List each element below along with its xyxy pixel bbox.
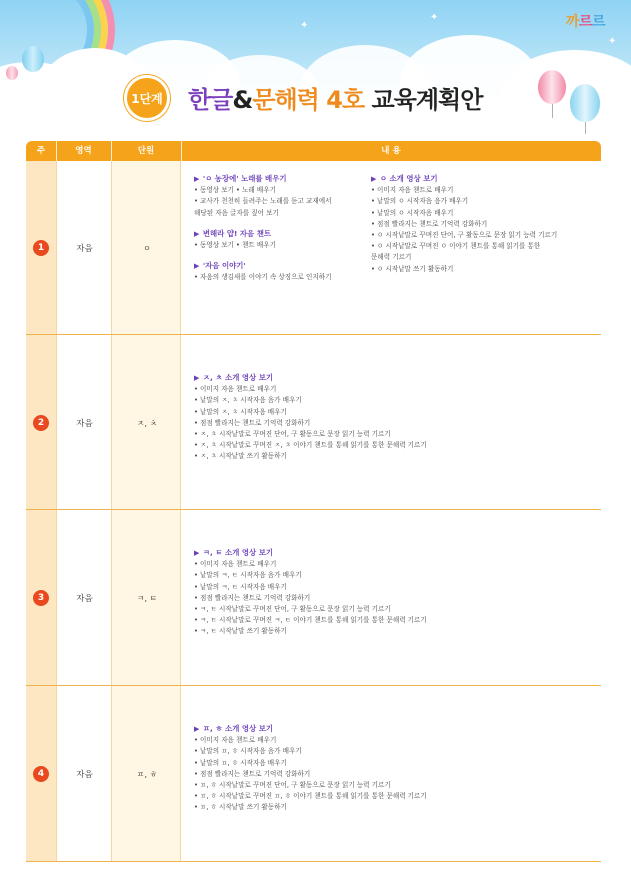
- cell-area: [56, 510, 111, 685]
- unit-label: ㅈ, ㅊ: [136, 419, 158, 428]
- content-line: • ㅇ 시작낱말로 꾸며진 단어, 구 활동으로 문장 읽기 능력 기르기: [371, 231, 558, 240]
- content-line: • 점점 빨라지는 챈트로 기억력 강화하기: [194, 769, 311, 778]
- content-line: • 동영상 보기 • 노래 배우기: [194, 186, 276, 195]
- sparkle-icon: ✦: [608, 36, 617, 47]
- unit-label: ㅋ, ㅌ: [136, 594, 158, 603]
- cell-content: [181, 161, 601, 334]
- balloon-icon: [22, 46, 44, 72]
- table-row: [26, 510, 601, 686]
- cell-area: [56, 161, 111, 334]
- content-line: 해당된 자음 글자를 짚어 보기: [194, 208, 279, 217]
- page-title: 한글&문해력 4호 교육계획안: [188, 86, 483, 114]
- section-heading: [194, 547, 427, 559]
- content-line: • 동영상 보기 • 챈트 배우기: [194, 241, 276, 250]
- content-line: • 낱말의 ㅍ, ㅎ 시작자음 배우기: [194, 758, 287, 767]
- cell-area: [56, 686, 111, 861]
- brand-logo: 까르르: [565, 14, 605, 30]
- cell-content: [181, 686, 601, 861]
- content-line: • 이미지 자음 챈트로 배우기: [194, 385, 277, 394]
- cell-week: [26, 335, 56, 509]
- content-line: • 점점 빨라지는 챈트로 기억력 강화하기: [194, 418, 311, 427]
- content-line: • 점점 빨라지는 챈트로 기억력 강화하기: [371, 219, 488, 228]
- section-heading: [194, 723, 427, 735]
- table-header: [26, 141, 601, 161]
- content-line: • ㅋ, ㅌ 시작낱말로 꾸며진 단어, 구 활동으로 문장 읽기 능력 기르기: [194, 605, 391, 614]
- triangle-bullet-icon: ▶: [371, 175, 379, 183]
- cell-week: [26, 510, 56, 685]
- content-line: • 낱말의 ㅈ, ㅊ 시작자음 음가 배우기: [194, 396, 302, 405]
- week-number-badge: 3: [33, 590, 49, 606]
- section-heading-text: '자음 이야기': [202, 261, 246, 271]
- area-label: 자음: [76, 594, 93, 604]
- header-banner: [0, 0, 631, 140]
- content-column-right: [371, 173, 557, 275]
- triangle-bullet-icon: ▶: [194, 549, 202, 557]
- section-heading: [194, 173, 332, 185]
- table-row: [26, 686, 601, 862]
- triangle-bullet-icon: ▶: [194, 374, 202, 382]
- week-number-badge: 4: [33, 766, 49, 782]
- content-line: • 낱말의 ㅇ 시작자음 음가 배우기: [371, 197, 469, 206]
- content-line: • 낱말의 ㅋ, ㅌ 시작자음 배우기: [194, 582, 287, 591]
- sparkle-icon: ✦: [430, 12, 439, 23]
- section-heading-text: ㅇ 소개 영상 보기: [379, 174, 438, 183]
- balloon-icon: [570, 84, 600, 122]
- content-column-left: [194, 547, 427, 638]
- table-row: [26, 161, 601, 335]
- table-row: [26, 335, 601, 510]
- content-line: • ㅍ, ㅎ 시작낱말로 꾸며진 ㅍ, ㅎ 이야기 챈트를 통해 읽기를 통한 문해력 기르기: [194, 792, 427, 801]
- content-column-left: [194, 723, 427, 814]
- cell-content: [181, 510, 601, 685]
- content-column-left: [194, 372, 427, 463]
- content-line: • ㅈ, ㅊ 시작낱말로 꾸며진 ㅈ, ㅊ 이야기 챈트를 통해 읽기를 통한 문해력 기르기: [194, 441, 427, 450]
- unit-label: ㅇ: [143, 244, 151, 253]
- unit-label: ㅍ, ㅎ: [136, 770, 158, 779]
- header-week: 주: [36, 146, 46, 156]
- cell-unit: [111, 686, 181, 861]
- section-heading-text: ㅍ, ㅎ 소개 영상 보기: [202, 724, 274, 733]
- section-heading: [194, 228, 332, 240]
- triangle-bullet-icon: ▶: [194, 175, 202, 183]
- section-heading-text: 변해라 얍! 자음 챈트: [202, 228, 272, 238]
- plan-table: [26, 141, 601, 161]
- content-line: • 이미지 자음 챈트로 배우기: [371, 186, 454, 195]
- section-heading: [194, 372, 427, 384]
- triangle-bullet-icon: ▶: [194, 262, 202, 271]
- content-line: • 자음의 생김새를 이야기 속 상징으로 인지하기: [194, 273, 332, 282]
- content-line: • 교사가 천천히 들려주는 노래를 듣고 교재에서: [194, 197, 332, 206]
- content-line: • 낱말의 ㅇ 시작자음 배우기: [371, 208, 454, 217]
- section-heading-text: ㅈ, ㅊ 소개 영상 보기: [202, 373, 274, 382]
- level-badge: 1단계: [124, 75, 170, 121]
- cell-week: [26, 161, 56, 334]
- content-line: 문해력 기르기: [371, 253, 412, 262]
- cell-content: [181, 335, 601, 509]
- section-heading: [194, 260, 332, 272]
- area-label: 자음: [76, 770, 93, 780]
- content-line: • ㅍ, ㅎ 시작낱말 쓰기 활동하기: [194, 803, 287, 812]
- week-number-badge: 2: [33, 415, 49, 431]
- content-line: • ㅈ, ㅊ 시작낱말 쓰기 활동하기: [194, 452, 287, 461]
- content-line: • 낱말의 ㅍ, ㅎ 시작자음 음가 배우기: [194, 747, 302, 756]
- balloon-icon: [538, 70, 566, 104]
- content-line: • ㅇ 시작낱말 쓰기 활동하기: [371, 264, 454, 273]
- balloon-icon: [6, 66, 18, 80]
- content-line: • 점점 빨라지는 챈트로 기억력 강화하기: [194, 593, 311, 602]
- content-line: • 낱말의 ㅋ, ㅌ 시작자음 음가 배우기: [194, 571, 302, 580]
- cell-unit: [111, 510, 181, 685]
- sparkle-icon: ✦: [300, 20, 309, 31]
- content-column-left: [194, 173, 332, 284]
- content-line: • 이미지 자음 챈트로 배우기: [194, 736, 277, 745]
- cell-unit: [111, 335, 181, 509]
- content-line: • ㅋ, ㅌ 시작낱말 쓰기 활동하기: [194, 627, 287, 636]
- header-area: 영역: [75, 146, 92, 156]
- content-line: • ㅋ, ㅌ 시작낱말로 꾸며진 ㅋ, ㅌ 이야기 챈트를 통해 읽기를 통한 문해력 기르기: [194, 616, 427, 625]
- content-line: • 낱말의 ㅈ, ㅊ 시작자음 배우기: [194, 407, 287, 416]
- content-line: • ㅇ 시작낱말로 꾸며진 ㅇ 이야기 챈트를 통해 읽기를 통한: [371, 242, 541, 251]
- content-line: • ㅈ, ㅊ 시작낱말로 꾸며진 단어, 구 활동으로 문장 읽기 능력 기르기: [194, 430, 391, 439]
- content-line: • ㅍ, ㅎ 시작낱말로 꾸며진 단어, 구 활동으로 문장 읽기 능력 기르기: [194, 781, 391, 790]
- header-unit: 단원: [137, 146, 155, 156]
- area-label: 자음: [76, 419, 93, 429]
- area-label: 자음: [76, 244, 93, 254]
- week-number-badge: 1: [33, 240, 49, 256]
- header-content: 내 용: [381, 146, 401, 156]
- cell-week: [26, 686, 56, 861]
- triangle-bullet-icon: ▶: [194, 229, 202, 238]
- cell-area: [56, 335, 111, 509]
- triangle-bullet-icon: ▶: [194, 725, 202, 733]
- content-line: • 이미지 자음 챈트로 배우기: [194, 560, 277, 569]
- section-heading-text: 'ㅇ 농장에' 노래를 배우기: [202, 174, 287, 183]
- section-heading: [371, 173, 557, 185]
- section-heading-text: ㅋ, ㅌ 소개 영상 보기: [202, 548, 274, 557]
- cell-unit: [111, 161, 181, 334]
